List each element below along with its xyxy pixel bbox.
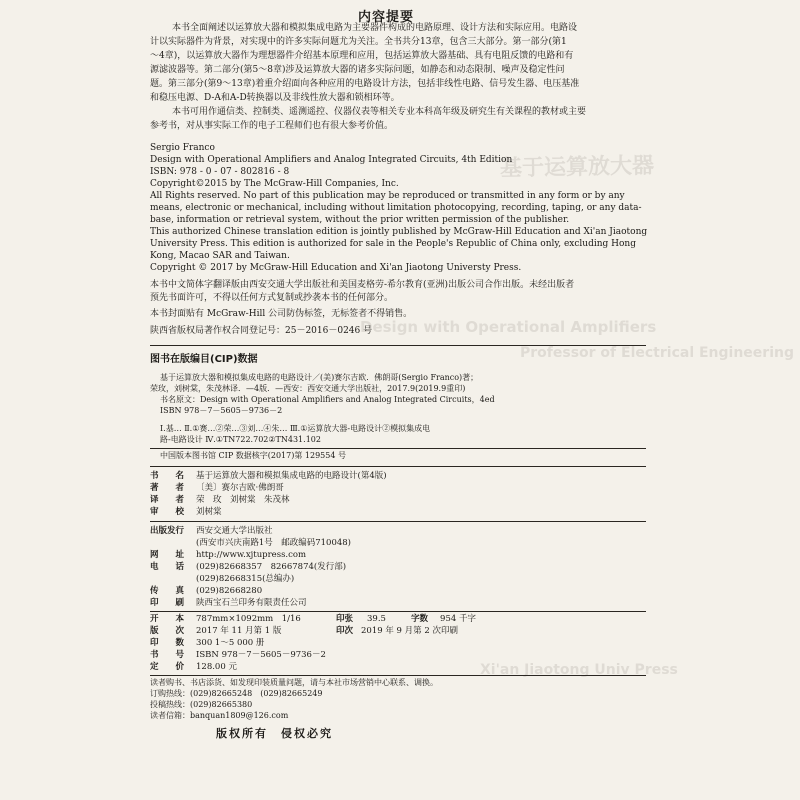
credit-row: [150, 482, 284, 494]
summary-line: 源滤波器等。第二部分(第5～8章)涉及运算放大器的诸多实际问题，如静态和动态限制、噪声及稳定性问: [150, 65, 565, 75]
credit-label: 审 校: [150, 507, 185, 517]
publisher-address: (西安市兴庆南路1号 邮政编码710048): [196, 538, 351, 548]
credit-label: 书 名: [150, 471, 185, 481]
order-hotline: 订购热线：(029)82665248 (029)82665249: [150, 689, 323, 698]
words-value: 954 千字: [440, 614, 476, 624]
summary-line: ～4章)，以运算放大器作为理想器件介绍基本原理和应用，包括运算放大器基础、具有电阻反馈的电路和有: [150, 51, 574, 61]
translation-text: University Press. This edition is authorized for sale in the People's Republic of China only, excluding Hong: [150, 239, 636, 249]
divider: [150, 448, 646, 449]
impression-label: 印次: [336, 626, 354, 636]
rights-text: means, electronic or mechanical, including without limitation photocopying, recording, taping, or any data-: [150, 203, 642, 213]
summary-line: 本书可用作通信类、控制类、遥测遥控、仪器仪表等相关专业本科高年级及研究生有关课程的教材或主要: [172, 107, 587, 117]
publisher-label: 出版发行: [150, 526, 185, 536]
summary-line: 本书全面阐述以运算放大器和模拟集成电路为主要器件构成的电路原理、设计方法和实际应用。电路设: [172, 23, 578, 33]
original-isbn: ISBN: 978 - 0 - 07 - 802816 - 8: [150, 167, 290, 177]
credit-row: [150, 506, 222, 518]
cip-line: 路-电路设计 Ⅳ.①TN722.702②TN431.102: [160, 435, 321, 444]
credit-value: 基于运算放大器和模拟集成电路的电路设计(第4版): [196, 471, 387, 481]
cip-line: 基于运算放大器和模拟集成电路的电路设计／(美)赛尔吉欧．佛朗哥(Sergio Franco)著；: [160, 373, 479, 382]
website-value: http://www.xjtupress.com: [196, 550, 307, 560]
divider: [150, 675, 646, 676]
edition-value: 2017 年 11 月第 1 版: [196, 626, 282, 636]
bleed-through-text: Professor of Electrical Engineering: [520, 345, 794, 361]
price-label: 定 价: [150, 662, 185, 672]
cip-number: 中国版本图书馆 CIP 数据核字(2017)第 129554 号: [160, 451, 346, 460]
words-label: 字数: [411, 614, 429, 624]
credit-row: [150, 494, 290, 506]
copyright-line: Copyright © 2017 by McGraw-Hill Education and Xi'an Jiaotong Universty Press.: [150, 263, 522, 273]
website-label: 网 址: [150, 550, 185, 560]
divider: [150, 611, 646, 612]
price-value: 128.00 元: [196, 662, 237, 672]
cip-line: Ⅰ.基… Ⅱ.①赛…②荣…③刘…④朱… Ⅲ.①运算放大器-电路设计②模拟集成电: [160, 424, 431, 433]
publisher-row: [150, 525, 273, 537]
contact-line: 读者购书、书店添货、如发现印装质量问题，请与本社市场营销中心联系、调换。: [150, 678, 438, 687]
bleed-through-text: Design with Operational Amplifiers: [360, 318, 657, 336]
printer-row: [150, 597, 307, 609]
cip-line: 荣玫，刘树棠，朱茂林译．—4版．—西安：西安交通大学出版社，2017.9(2019.9重印): [150, 384, 466, 393]
copies-row: [150, 637, 264, 649]
phone-value: (029)82668357 82667874(发行部): [196, 562, 347, 572]
credit-value: 荣 玫 刘树棠 朱茂林: [196, 495, 290, 505]
summary-title: 内容提要: [358, 10, 415, 25]
submission-hotline: 投稿热线：(029)82665380: [150, 700, 253, 709]
bleed-through-text: Xi'an Jiaotong Univ Press: [480, 662, 678, 678]
summary-line: 计以实际器件为背景，对实现中的许多实际问题尤为关注。全书共分13章，包含三大部分。第一部分(第1: [150, 37, 567, 47]
phone-row: [150, 561, 346, 573]
credit-label: 著 者: [150, 483, 185, 493]
translation-text: This authorized Chinese translation edition is jointly published by McGraw-Hill Education and Xi'an Jiaotong: [150, 227, 648, 237]
impression-value: 2019 年 9 月第 2 次印刷: [361, 626, 458, 636]
original-title: Design with Operational Amplifiers and Analog Integrated Circuits, 4th Edition: [150, 155, 513, 165]
printer-value: 陕西宝石兰印务有限责任公司: [196, 598, 307, 608]
rights-text: base, information or retrieval system, without the prior written permission of the publisher.: [150, 215, 570, 225]
website-row: [150, 549, 306, 561]
isbn-label: 书 号: [150, 650, 185, 660]
fax-row: [150, 585, 262, 597]
divider: [150, 466, 646, 467]
reader-email: 读者信箱：banquan1809@126.com: [150, 711, 289, 720]
copies-value: 300 1～5 000 册: [196, 638, 265, 648]
divider: [150, 345, 646, 346]
copyright-line: Copyright©2015 by The McGraw-Hill Companies, Inc.: [150, 179, 399, 189]
format-row: [150, 613, 476, 625]
fax-value: (029)82668280: [196, 586, 263, 596]
divider: [150, 521, 646, 522]
summary-line: 参考书，对从事实际工作的电子工程师们也有很大参考价值。: [150, 121, 394, 131]
cip-title: 图书在版编目(CIP)数据: [150, 354, 258, 365]
edition-row: [150, 625, 458, 637]
publisher-value: 西安交通大学出版社: [196, 526, 273, 536]
format-label: 开 本: [150, 614, 185, 624]
credit-row: [150, 470, 387, 482]
isbn-row: [150, 649, 326, 661]
author-name: Sergio Franco: [150, 143, 215, 153]
printer-label: 印 刷: [150, 598, 185, 608]
fax-label: 传 真: [150, 586, 185, 596]
credit-value: 〔美〕赛尔吉欧·佛朗哥: [196, 483, 284, 493]
translation-text: Kong, Macao SAR and Taiwan.: [150, 251, 290, 261]
notice-text: 预先书面许可，不得以任何方式复制或抄袭本书的任何部分。: [150, 293, 394, 303]
cip-line: ISBN 978－7－5605－9736－2: [160, 406, 283, 415]
cip-line: 书名原文：Design with Operational Amplifiers and Analog Integrated Circuits，4ed: [160, 395, 495, 404]
phone-label: 电 话: [150, 562, 185, 572]
credit-value: 刘树棠: [196, 507, 222, 517]
rights-text: All Rights reserved. No part of this publication may be reproduced or transmitted in any form or by any: [150, 191, 625, 201]
phone-value-2: (029)82668315(总编办): [196, 574, 295, 584]
credit-label: 译 者: [150, 495, 185, 505]
notice-text: 本书封面贴有 McGraw-Hill 公司防伪标签，无标签者不得销售。: [150, 309, 413, 319]
bleed-through-text: 基于运算放大器: [499, 153, 655, 182]
edition-label: 版 次: [150, 626, 185, 636]
all-rights-reserved: 版权所有 侵权必究: [216, 727, 333, 740]
copies-label: 印 数: [150, 638, 185, 648]
sheets-label: 印张: [336, 614, 354, 624]
summary-line: 题。第三部分(第9～13章)着重介绍面向各种应用的电路设计方法，包括非线性电路、信号发生器、电压基准: [150, 79, 580, 89]
notice-text: 本书中文简体字翻译版由西安交通大学出版社和美国麦格劳-希尔教育(亚洲)出版公司合作出版。未经出版者: [150, 280, 575, 290]
price-row: [150, 661, 237, 673]
summary-line: 和稳压电源、D-A和A-D转换器以及非线性放大器和锁相环等。: [150, 93, 400, 103]
registration-number: 陕西省版权局著作权合同登记号：25－2016－0246 号: [150, 326, 373, 336]
isbn-value: ISBN 978－7－5605－9736－2: [196, 650, 326, 660]
format-value: 787mm×1092mm 1/16: [196, 614, 301, 624]
sheets-value: 39.5: [367, 614, 386, 624]
